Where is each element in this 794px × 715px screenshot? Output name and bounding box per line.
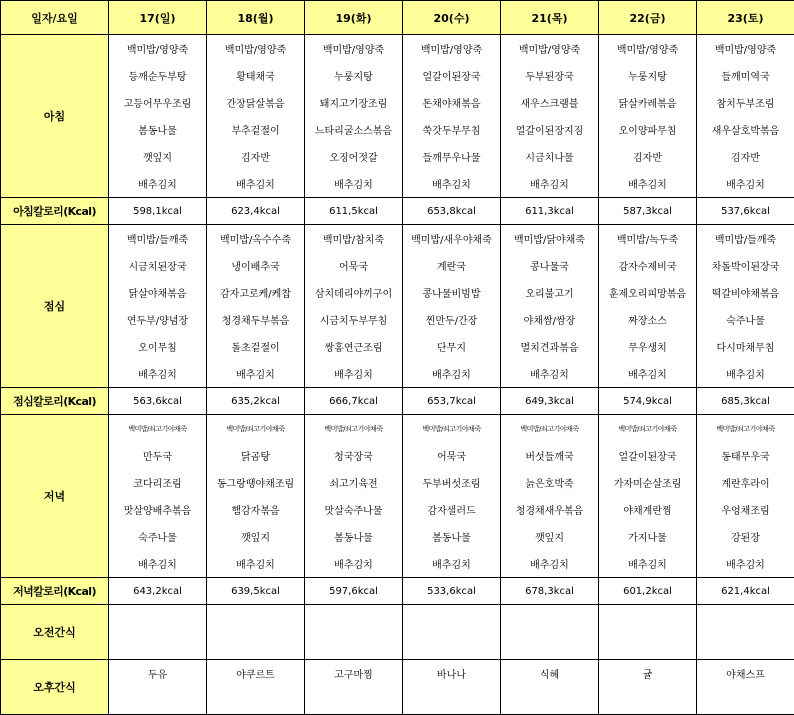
menu-item: 백미밥/닭야채죽 xyxy=(501,225,599,253)
dinner-row xyxy=(1,442,794,469)
menu-item: 콩나물국 xyxy=(501,252,599,279)
day-header: 19(화) xyxy=(305,1,403,35)
menu-item: 계란후라이 xyxy=(697,469,794,496)
menu-item: 배추김치 xyxy=(697,170,794,198)
menu-item: 백미밥/영양죽 xyxy=(109,35,207,63)
menu-item: 느타리굴소스볶음 xyxy=(305,116,403,143)
menu-item: 배추김치 xyxy=(599,170,697,198)
snack-item xyxy=(697,605,794,633)
kcal-value: 574,9kcal xyxy=(599,388,697,415)
breakfast-kcal-label: 아침칼로리(Kcal) xyxy=(1,198,109,225)
menu-item: 훈제오리피망볶음 xyxy=(599,279,697,306)
menu-item: 봄동나물 xyxy=(403,523,501,550)
snack-item xyxy=(207,687,305,715)
snack-item: 귤 xyxy=(599,660,697,688)
menu-item: 강된장 xyxy=(697,523,794,550)
snack-item: 야쿠르트 xyxy=(207,660,305,688)
menu-item: 백미밥/영양죽 xyxy=(599,35,697,63)
menu-item: 버섯들깨국 xyxy=(501,442,599,469)
menu-item: 고등어무우조림 xyxy=(109,89,207,116)
header-row xyxy=(1,1,794,35)
menu-item: 청국장국 xyxy=(305,442,403,469)
kcal-value: 653,8kcal xyxy=(403,198,501,225)
afternoon_snack-row xyxy=(1,687,794,715)
menu-item: 시금치나물 xyxy=(501,143,599,170)
snack-item xyxy=(207,632,305,660)
menu-item: 깻잎지 xyxy=(109,143,207,170)
snack-item: 고구마찜 xyxy=(305,660,403,688)
lunch-row xyxy=(1,360,794,388)
menu-item: 백미밥/들깨죽 xyxy=(109,225,207,253)
menu-item: 얼갈이된장국 xyxy=(599,442,697,469)
menu-item: 김자반 xyxy=(207,143,305,170)
menu-item: 얼갈이된장지짐 xyxy=(501,116,599,143)
kcal-value: 597,6kcal xyxy=(305,578,403,605)
snack-item: 두유 xyxy=(109,660,207,688)
snack-item: 바나나 xyxy=(403,660,501,688)
menu-item: 다시마채무침 xyxy=(697,333,794,360)
menu-item: 배추김치 xyxy=(207,550,305,578)
menu-item: 돈채야채볶음 xyxy=(403,89,501,116)
menu-item: 백미밥/영양죽 xyxy=(403,35,501,63)
menu-item: 만두국 xyxy=(109,442,207,469)
kcal-value: 601,2kcal xyxy=(599,578,697,605)
menu-item: 무우생치 xyxy=(599,333,697,360)
snack-item xyxy=(697,632,794,660)
day-header: 22(금) xyxy=(599,1,697,35)
breakfast-row xyxy=(1,89,794,116)
breakfast-row xyxy=(1,116,794,143)
breakfast-row xyxy=(1,35,794,63)
afternoon_snack-label: 오후간식 xyxy=(1,660,109,715)
menu-item: 삼치데리야끼구이 xyxy=(305,279,403,306)
kcal-value: 653,7kcal xyxy=(403,388,501,415)
menu-item: 배추김치 xyxy=(501,550,599,578)
lunch-row xyxy=(1,252,794,279)
dinner-row xyxy=(1,550,794,578)
menu-item: 감자수제비국 xyxy=(599,252,697,279)
kcal-value: 666,7kcal xyxy=(305,388,403,415)
menu-item: 새우스크램블 xyxy=(501,89,599,116)
corner-header: 일자/요일 xyxy=(1,1,109,35)
menu-item: 배추김치 xyxy=(109,550,207,578)
snack-item xyxy=(501,632,599,660)
menu-item: 우엉채조림 xyxy=(697,496,794,523)
menu-item: 오징어젓갈 xyxy=(305,143,403,170)
snack-item xyxy=(305,632,403,660)
menu-item: 배추김치 xyxy=(109,170,207,198)
menu-item: 배추김치 xyxy=(305,170,403,198)
menu-item: 봄동나물 xyxy=(109,116,207,143)
menu-item: 백미밥/쇠고기야채죽 xyxy=(207,415,305,443)
menu-item: 오이양파무침 xyxy=(599,116,697,143)
snack-item xyxy=(109,687,207,715)
menu-item: 야채계란찜 xyxy=(599,496,697,523)
menu-item: 늙은호박죽 xyxy=(501,469,599,496)
breakfast-kcal-row xyxy=(1,198,794,225)
menu-item: 냉이배추국 xyxy=(207,252,305,279)
menu-item: 배추김치 xyxy=(403,360,501,388)
menu-item: 백미밥/영양죽 xyxy=(207,35,305,63)
menu-item: 동태무우국 xyxy=(697,442,794,469)
menu-item: 닭곰탕 xyxy=(207,442,305,469)
menu-item: 백미밥/옥수수죽 xyxy=(207,225,305,253)
kcal-value: 537,6kcal xyxy=(697,198,794,225)
menu-item: 어묵국 xyxy=(305,252,403,279)
kcal-value: 685,3kcal xyxy=(697,388,794,415)
kcal-value: 533,6kcal xyxy=(403,578,501,605)
menu-item: 숙주나물 xyxy=(697,306,794,333)
menu-item: 닭살야채볶음 xyxy=(109,279,207,306)
menu-item: 백미밥/쇠고기야채죽 xyxy=(109,415,207,443)
snack-item: 야채스프 xyxy=(697,660,794,688)
dinner-row xyxy=(1,523,794,550)
kcal-value: 621,4kcal xyxy=(697,578,794,605)
snack-item xyxy=(599,687,697,715)
menu-item: 김자반 xyxy=(599,143,697,170)
day-header: 18(월) xyxy=(207,1,305,35)
menu-item: 배추김치 xyxy=(599,550,697,578)
lunch-row xyxy=(1,333,794,360)
menu-item: 백미밥/영양죽 xyxy=(501,35,599,63)
snack-item xyxy=(109,632,207,660)
menu-item: 배추김치 xyxy=(697,550,794,578)
menu-item: 배추김치 xyxy=(501,170,599,198)
menu-item: 맛살숙주나물 xyxy=(305,496,403,523)
menu-item: 백미밥/쇠고기야채죽 xyxy=(403,415,501,443)
menu-item: 연두부/양념장 xyxy=(109,306,207,333)
snack-item xyxy=(697,687,794,715)
menu-item: 배추김치 xyxy=(697,360,794,388)
morning_snack-row xyxy=(1,605,794,633)
menu-item: 두부버섯조림 xyxy=(403,469,501,496)
dinner-kcal-label: 저녁칼로리(Kcal) xyxy=(1,578,109,605)
menu-item: 청경채두부볶음 xyxy=(207,306,305,333)
dinner-kcal-row xyxy=(1,578,794,605)
kcal-value: 635,2kcal xyxy=(207,388,305,415)
menu-item: 얼갈이된장국 xyxy=(403,62,501,89)
menu-item: 오이무침 xyxy=(109,333,207,360)
menu-item: 백미밥/녹두죽 xyxy=(599,225,697,253)
kcal-value: 611,5kcal xyxy=(305,198,403,225)
menu-item: 멸치견과볶음 xyxy=(501,333,599,360)
kcal-value: 649,3kcal xyxy=(501,388,599,415)
kcal-value: 639,5kcal xyxy=(207,578,305,605)
day-header: 23(토) xyxy=(697,1,794,35)
snack-item xyxy=(403,605,501,633)
menu-item: 숙주나물 xyxy=(109,523,207,550)
menu-item: 배추김치 xyxy=(599,360,697,388)
snack-item xyxy=(403,632,501,660)
menu-item: 계란국 xyxy=(403,252,501,279)
snack-item: 식혜 xyxy=(501,660,599,688)
menu-item: 콩나물비빔밥 xyxy=(403,279,501,306)
menu-item: 백미밥/쇠고기야채죽 xyxy=(305,415,403,443)
dinner-row xyxy=(1,496,794,523)
menu-item: 배추김치 xyxy=(305,360,403,388)
breakfast-label: 아침 xyxy=(1,35,109,198)
snack-item xyxy=(403,687,501,715)
menu-item: 시금치된장국 xyxy=(109,252,207,279)
menu-item: 누룽지탕 xyxy=(305,62,403,89)
menu-item: 차돌박이된장국 xyxy=(697,252,794,279)
lunch-label: 점심 xyxy=(1,225,109,388)
menu-item: 참치두부조림 xyxy=(697,89,794,116)
kcal-value: 623,4kcal xyxy=(207,198,305,225)
menu-item: 백미밥/영양죽 xyxy=(305,35,403,63)
menu-item: 배추김치 xyxy=(207,360,305,388)
menu-item: 깻잎지 xyxy=(207,523,305,550)
lunch-row xyxy=(1,279,794,306)
menu-item: 배추김치 xyxy=(305,550,403,578)
lunch-kcal-row xyxy=(1,388,794,415)
menu-item: 맛살양배추볶음 xyxy=(109,496,207,523)
lunch-row xyxy=(1,306,794,333)
lunch-row xyxy=(1,225,794,253)
menu-item: 배추김치 xyxy=(403,170,501,198)
kcal-value: 598,1kcal xyxy=(109,198,207,225)
snack-item xyxy=(305,605,403,633)
day-header: 17(일) xyxy=(109,1,207,35)
day-header: 20(수) xyxy=(403,1,501,35)
menu-item: 단무지 xyxy=(403,333,501,360)
menu-item: 오리불고기 xyxy=(501,279,599,306)
kcal-value: 678,3kcal xyxy=(501,578,599,605)
menu-item: 짜장소스 xyxy=(599,306,697,333)
menu-item: 가자미순살조림 xyxy=(599,469,697,496)
kcal-value: 611,3kcal xyxy=(501,198,599,225)
kcal-value: 643,2kcal xyxy=(109,578,207,605)
menu-item: 떡갈비야채볶음 xyxy=(697,279,794,306)
menu-item: 배추김치 xyxy=(109,360,207,388)
menu-item: 감자고로케/케찹 xyxy=(207,279,305,306)
menu-item: 가지나물 xyxy=(599,523,697,550)
menu-item: 돌초겉절이 xyxy=(207,333,305,360)
menu-item: 감자샐러드 xyxy=(403,496,501,523)
menu-item: 청경채새우볶음 xyxy=(501,496,599,523)
dinner-row xyxy=(1,415,794,443)
menu-item: 햄감자볶음 xyxy=(207,496,305,523)
snack-item xyxy=(501,605,599,633)
menu-item: 두부된장국 xyxy=(501,62,599,89)
day-header: 21(목) xyxy=(501,1,599,35)
menu-item: 어묵국 xyxy=(403,442,501,469)
menu-item: 백미밥/쇠고기야채죽 xyxy=(599,415,697,443)
menu-item: 깻잎지 xyxy=(501,523,599,550)
menu-item: 배추김치 xyxy=(501,360,599,388)
menu-item: 배추김치 xyxy=(207,170,305,198)
menu-item: 쑥갓두부무침 xyxy=(403,116,501,143)
menu-item: 백미밥/참치죽 xyxy=(305,225,403,253)
breakfast-row xyxy=(1,170,794,198)
menu-item: 찐만두/간장 xyxy=(403,306,501,333)
menu-item: 누룽지탕 xyxy=(599,62,697,89)
breakfast-row xyxy=(1,143,794,170)
menu-item: 간장닭살볶음 xyxy=(207,89,305,116)
kcal-value: 587,3kcal xyxy=(599,198,697,225)
menu-item: 새우살호박볶음 xyxy=(697,116,794,143)
snack-item xyxy=(501,687,599,715)
menu-item: 김자반 xyxy=(697,143,794,170)
snack-item xyxy=(207,605,305,633)
kcal-value: 563,6kcal xyxy=(109,388,207,415)
menu-item: 돼지고기장조림 xyxy=(305,89,403,116)
afternoon_snack-row xyxy=(1,660,794,688)
morning_snack-label: 오전간식 xyxy=(1,605,109,660)
menu-item: 백미밥/쇠고기야채죽 xyxy=(501,415,599,443)
snack-item xyxy=(305,687,403,715)
menu-item: 배추김치 xyxy=(403,550,501,578)
menu-item: 쌍홍연근조림 xyxy=(305,333,403,360)
snack-item xyxy=(599,605,697,633)
menu-item: 쇠고기육전 xyxy=(305,469,403,496)
menu-item: 부추겉절이 xyxy=(207,116,305,143)
menu-item: 백미밥/쇠고기야채죽 xyxy=(697,415,794,443)
dinner-row xyxy=(1,469,794,496)
menu-item: 시금치두부무침 xyxy=(305,306,403,333)
menu-item: 봄동나물 xyxy=(305,523,403,550)
menu-item: 코다리조림 xyxy=(109,469,207,496)
menu-item: 등깨순두부탕 xyxy=(109,62,207,89)
menu-item: 동그랑땡야채조림 xyxy=(207,469,305,496)
snack-item xyxy=(599,632,697,660)
snack-item xyxy=(109,605,207,633)
breakfast-row xyxy=(1,62,794,89)
menu-item: 들깨미역국 xyxy=(697,62,794,89)
dinner-label: 저녁 xyxy=(1,415,109,578)
menu-item: 들깨무우나물 xyxy=(403,143,501,170)
menu-item: 백미밥/영양죽 xyxy=(697,35,794,63)
menu-item: 백미밥/새우야채죽 xyxy=(403,225,501,253)
lunch-kcal-label: 점심칼로리(Kcal) xyxy=(1,388,109,415)
morning_snack-row xyxy=(1,632,794,660)
menu-item: 백미밥/들깨죽 xyxy=(697,225,794,253)
menu-item: 황태채국 xyxy=(207,62,305,89)
menu-item: 닭살카레볶음 xyxy=(599,89,697,116)
menu-item: 야채쌈/쌈장 xyxy=(501,306,599,333)
